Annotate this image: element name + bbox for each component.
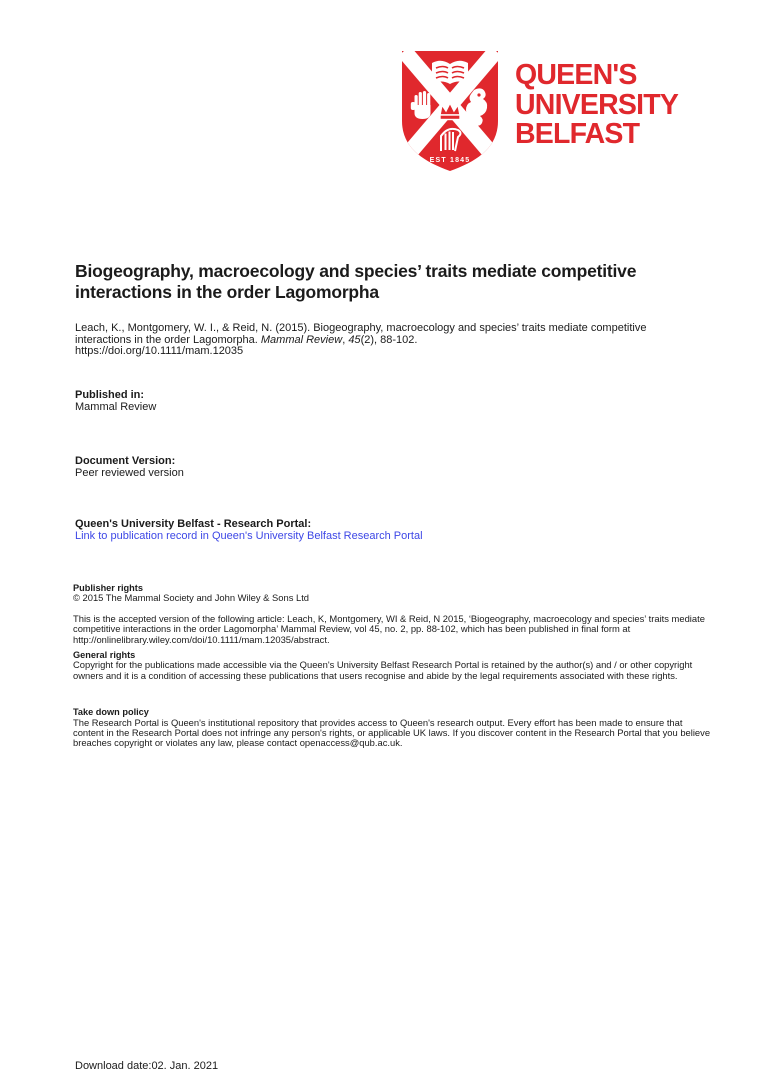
general-rights-body: Copyright for the publications made accessible via the Queen's University Belfast Research Portal is retained by the author(s) and / or other copyright owners and it is a condition of accessing these publications that users recognise and abide by the legal requirements associated with these rights.: [73, 659, 693, 681]
crown-glyph: [440, 103, 460, 120]
document-version-section: [75, 455, 184, 480]
paper-title: Biogeography, macroecology and species’ traits mediate competitive interactions in the order Lagomorpha: [75, 261, 637, 302]
publisher-rights-label: Publisher rights: [73, 583, 143, 593]
takedown-policy-body: The Research Portal is Queen's institutional repository that provides access to Queen's research output. Every effort has been made to ensure that content in the Research Portal does not infringe any person's rights, or applicable UK laws. If you discover content in the Research Portal that you believe breaches copyright or violates any law, please contact openaccess@qub.ac.uk.: [73, 716, 711, 749]
citation-text: Leach, K., Montgomery, W. I., & Reid, N. (2015). Biogeography, macroecology and species’ traits mediate competitive interactions in the order Lagomorpha.: [75, 322, 647, 346]
citation-doi: https://doi.org/10.1111/mam.12035: [75, 345, 244, 358]
qub-logo: [396, 49, 678, 173]
research-portal-label: Queen's University Belfast - Research Portal:: [75, 518, 312, 530]
document-version-label: Document Version:: [75, 455, 176, 467]
takedown-policy-label: Take down policy: [73, 707, 149, 718]
publication-record-link[interactable]: Link to publication record in Queen's University Belfast Research Portal: [75, 530, 423, 543]
wordmark-line-3: BELFAST: [515, 118, 640, 150]
citation-journal: Mammal Review: [260, 333, 343, 346]
document-version-value: Peer reviewed version: [75, 467, 184, 480]
rights-smallprint: [73, 583, 711, 749]
published-in-value: Mammal Review: [75, 401, 157, 414]
citation-sep: ,: [342, 333, 349, 346]
est-1845-text: EST 1845: [429, 157, 471, 164]
citation: [75, 323, 687, 358]
publisher-rights-body: This is the accepted version of the following article: Leach, K, Montgomery, WI & Reid, N 2015, ‘Biogeography, macroecology and species’ traits mediate competitive interactions in the order Lagomorpha’ Mammal Review, vol 45, no. 2, pp. 88-102, which has been published in final form at http://onlinelibrary.wiley.com/doi/10.1111/mam.12035/abstract.: [73, 612, 705, 645]
citation-volume: 45: [348, 333, 361, 346]
citation-issue-pages: (2), 88-102.: [360, 333, 418, 346]
qub-wordmark: [515, 61, 678, 173]
published-in-label: Published in:: [75, 389, 145, 401]
wordmark-line-2: UNIVERSITY: [515, 88, 679, 121]
book-glyph: [432, 61, 468, 84]
research-portal-section: [75, 518, 423, 543]
general-rights-label: General rights: [73, 650, 136, 661]
download-date: Download date:02. Jan. 2021: [75, 1060, 219, 1072]
qub-shield-icon: [396, 49, 504, 173]
published-in-section: [75, 389, 156, 414]
publisher-rights-copyright: © 2015 The Mammal Society and John Wiley & Sons Ltd: [73, 592, 310, 604]
wordmark-line-1: QUEEN'S: [515, 59, 637, 91]
